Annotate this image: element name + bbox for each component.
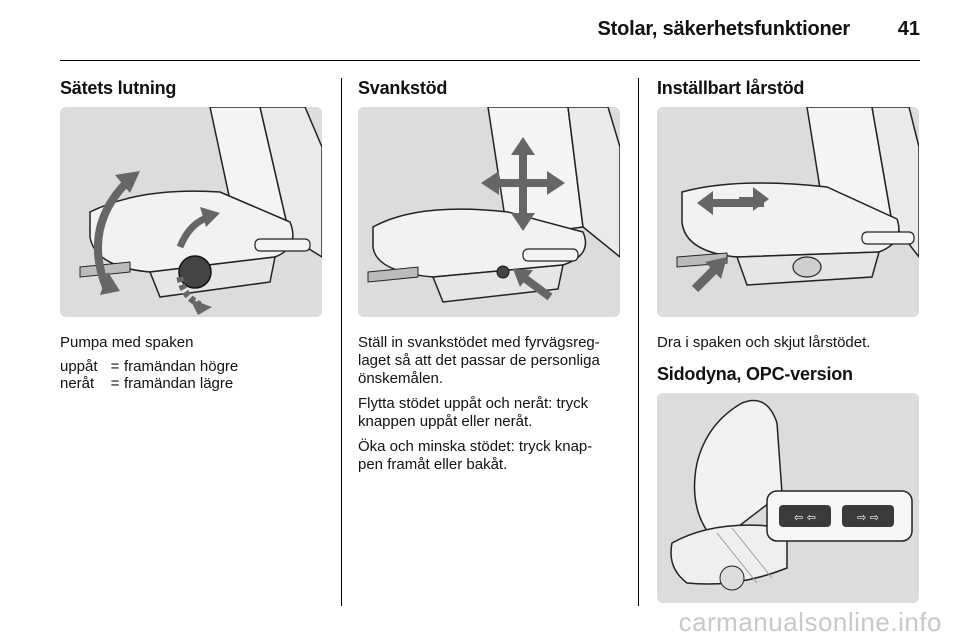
figure-seat-tilt: [60, 107, 322, 317]
lumbar-support-text: [358, 334, 623, 481]
definition-row-up: [60, 358, 325, 375]
thigh-support-illustration: [657, 107, 919, 317]
definition-term: neråt: [60, 375, 95, 392]
lumbar-paragraph-1: Ställ in svankstödet med fyrvägsreg- laget så att det passar de personliga önskemålen.: [358, 334, 600, 387]
heading-lumbar-support: Svankstöd: [358, 78, 448, 98]
seat-tilt-caption: Pumpa med spaken: [60, 334, 194, 351]
definition-term: uppåt: [60, 358, 98, 375]
definition-desc: framändan lägre: [124, 375, 234, 392]
page-number: 41: [897, 18, 920, 40]
svg-text:⇦ ⇦: ⇦ ⇦: [794, 511, 816, 524]
side-bolster-illustration: [657, 393, 919, 603]
lumbar-paragraph-3: Öka och minska stödet: tryck knap- pen framåt eller bakåt.: [358, 438, 593, 473]
figure-lumbar-support: [358, 107, 620, 317]
column-divider-1: [341, 78, 342, 606]
definition-equals: =: [110, 375, 120, 392]
svg-text:⇨ ⇨: ⇨ ⇨: [857, 511, 879, 524]
heading-thigh-support: Inställbart lårstöd: [657, 78, 805, 98]
lumbar-paragraph-2: Flytta stödet uppåt och neråt: tryck knappen uppåt eller neråt.: [358, 395, 589, 430]
definition-desc: framändan högre: [124, 358, 239, 375]
thigh-support-caption: Dra i spaken och skjut lårstödet.: [657, 334, 871, 351]
page-header-title: Stolar, säkerhetsfunktioner: [597, 18, 850, 40]
figure-thigh-support: [657, 107, 919, 317]
definition-row-down: [60, 375, 325, 392]
lumbar-support-illustration: [358, 107, 620, 317]
header-divider: [60, 60, 920, 61]
heading-side-bolster-opc: Sidodyna, OPC-version: [657, 364, 853, 384]
seat-tilt-illustration: [60, 107, 322, 317]
seat-tilt-definitions: [60, 358, 325, 392]
heading-seat-tilt: Sätets lutning: [60, 78, 177, 98]
watermark: carmanualsonline.info: [678, 607, 942, 637]
definition-equals: =: [110, 358, 120, 375]
column-divider-2: [638, 78, 639, 606]
figure-side-bolster-opc: [657, 393, 919, 603]
